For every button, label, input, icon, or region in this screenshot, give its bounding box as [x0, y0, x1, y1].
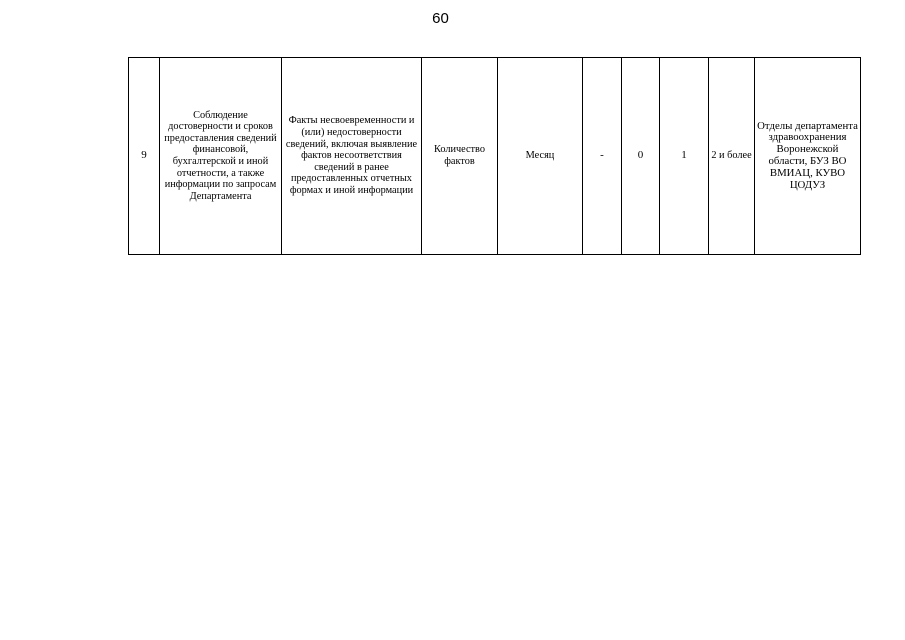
value-2-cell: 0	[622, 58, 660, 255]
value-1-cell: -	[583, 58, 622, 255]
unit-cell: Количество фактов	[422, 58, 498, 255]
table-row	[129, 58, 861, 255]
value-4-cell: 2 и более	[709, 58, 755, 255]
responsible-cell: Отделы департамента здравоохранения Воронежской области, БУЗ ВО ВМИАЦ, КУВО ЦОДУЗ	[755, 58, 861, 255]
page-number: 60	[432, 10, 449, 27]
indicator-table	[128, 57, 861, 255]
period-cell: Месяц	[498, 58, 583, 255]
row-index-cell: 9	[129, 58, 160, 255]
value-3-cell: 1	[660, 58, 709, 255]
criterion-cell: Факты несвоевременности и (или) недостоверности сведений, включая выявление фактов несоответствия сведений в ранее предоставленных отчетных формах и иной информации	[282, 58, 422, 255]
indicator-cell: Соблюдение достоверности и сроков предоставления сведений финансовой, бухгалтерской и иной отчетности, а также информации по запросам Департамента	[160, 58, 282, 255]
